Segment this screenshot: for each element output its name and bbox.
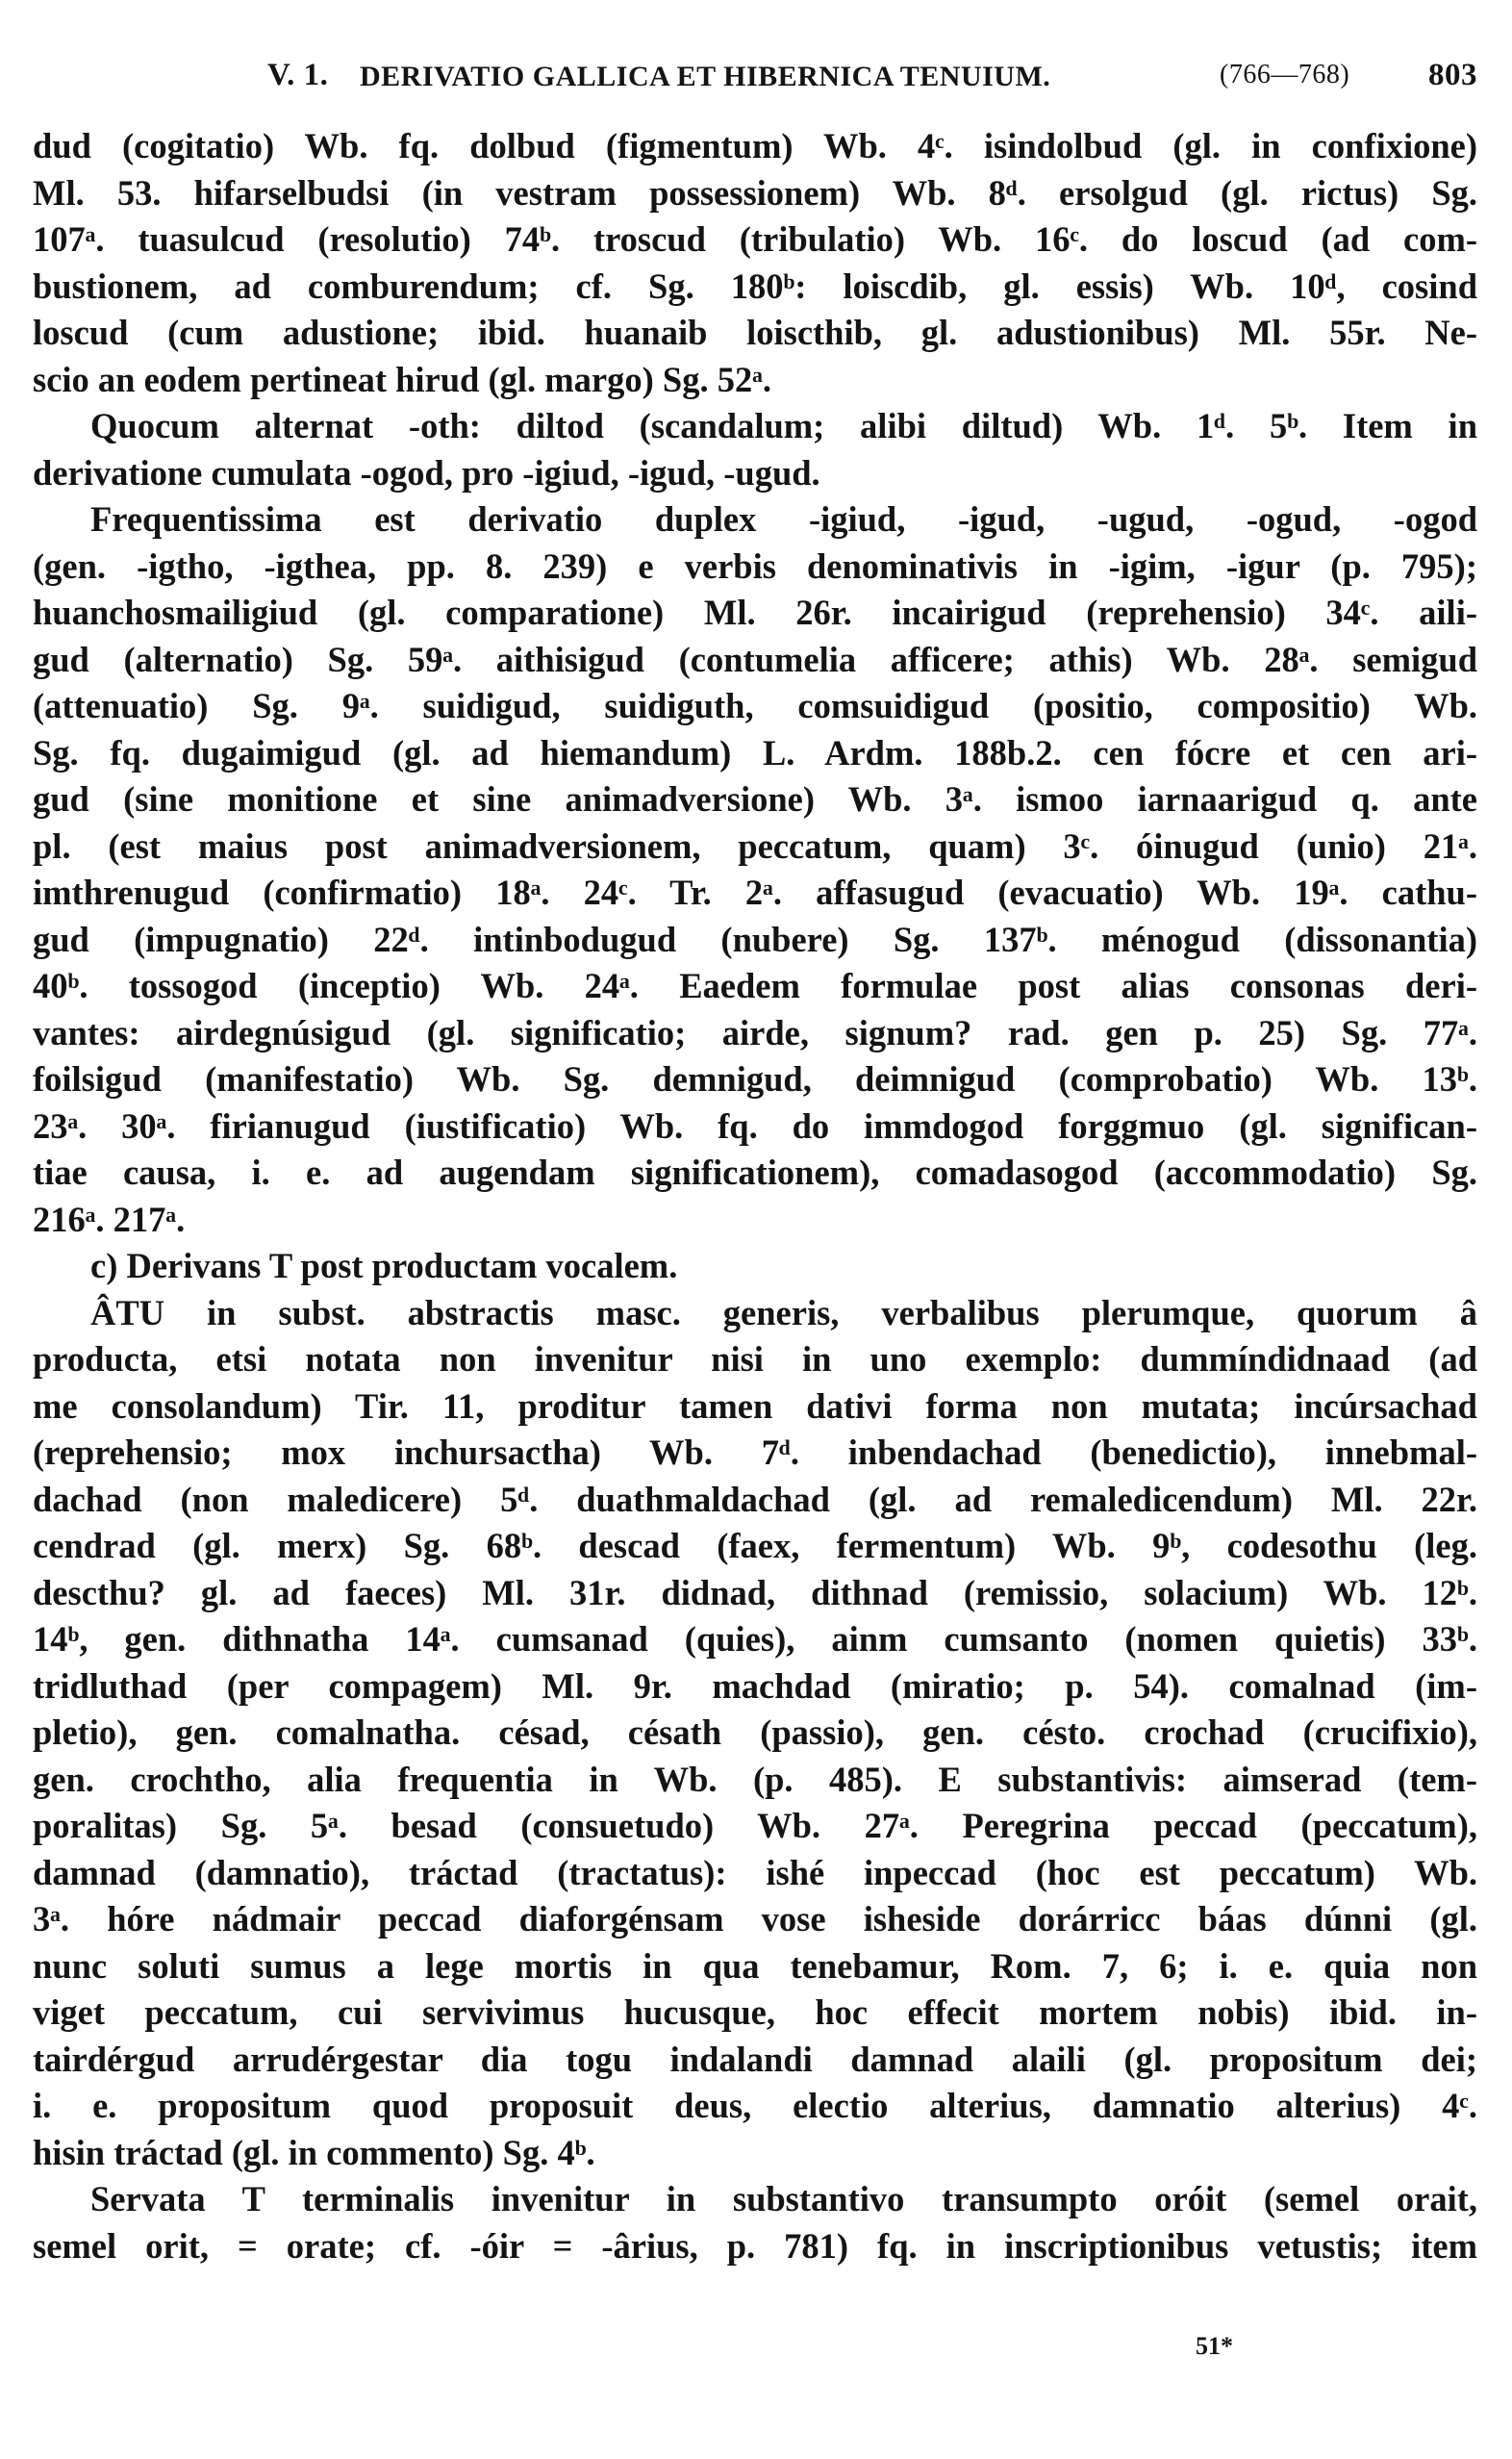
text-line: scio an eodem pertineat hirud (gl. margo) Sg. 52ᵃ.	[33, 359, 771, 399]
text-line: damnad (damnatio), tráctad (tractatus): ishé inpeccad (hoc est peccatum) Wb.	[33, 1852, 1477, 1892]
text-line: tridluthad (per compagem) Ml. 9r. machdad (miratio; p. 54). comalnad (im-	[33, 1665, 1477, 1706]
text-line: 216ᵃ. 217ᵃ.	[33, 1199, 186, 1239]
text-line: derivatione cumulata -ogod, pro -igiud, -igud, -ugud.	[33, 452, 820, 493]
text-line: 40ᵇ. tossogod (inceptio) Wb. 24ᵃ. Eaedem formulae post alias consonas deri-	[33, 966, 1477, 1005]
text-line: tiae causa, i. e. ad augendam significationem), comadasogod (accommodatio) Sg.	[33, 1153, 1477, 1192]
text-line: imthrenugud (confirmatio) 18ᵃ. 24ᶜ. Tr. 2ᵃ. affasugud (evacuatio) Wb. 19ᵃ. cathu-	[33, 873, 1477, 912]
text-line: 3ᵃ. hóre nádmair peccad diaforgénsam vose isheside dorárricc báas dúnni (gl.	[33, 1899, 1477, 1939]
text-line: 23ᵃ. 30ᵃ. firianugud (iustificatio) Wb. fq. do immdogod forggmuo (gl. significan-	[33, 1105, 1477, 1146]
text-line: me consolandum) Tir. 11, proditur tamen dativi forma non mutata; incúrsachad	[33, 1385, 1477, 1426]
text-line: ÂTU in subst. abstractis masc. generis, verbalibus plerumque, quorum â	[90, 1292, 1477, 1332]
signature-mark: 51*	[1196, 2332, 1233, 2360]
text-line: 14ᵇ, gen. dithnatha 14ᵃ. cumsanad (quies), ainm cumsanto (nomen quietis) 33ᵇ.	[33, 1619, 1477, 1659]
body-text	[33, 123, 1477, 2269]
text-line: producta, etsi notata non invenitur nisi in uno exemplo: dummíndidnaad (ad	[33, 1339, 1477, 1379]
text-line: nunc soluti sumus a lege mortis in qua tenebamur, Rom. 7, 6; i. e. quia non	[33, 1945, 1477, 1986]
text-line: poralitas) Sg. 5ᵃ. besad (consuetudo) Wb. 27ᵃ. Peregrina peccad (peccatum),	[33, 1806, 1477, 1845]
text-line: Servata T terminalis invenitur in substantivo transumpto oróit (semel orait,	[90, 2179, 1477, 2218]
text-line: 107ᵃ. tuasulcud (resolutio) 74ᵇ. troscud (tribulatio) Wb. 16ᶜ. do loscud (ad com-	[33, 219, 1477, 259]
text-line: Quocum alternat -oth: diltod (scandalum; alibi diltud) Wb. 1ᵈ. 5ᵇ. Item in	[90, 406, 1477, 445]
page-number: 803	[1428, 58, 1477, 92]
text-line: huanchosmailigiud (gl. comparatione) Ml. 26r. incairigud (reprehensio) 34ᶜ. aili-	[33, 593, 1477, 632]
text-line: bustionem, ad comburendum; cf. Sg. 180ᵇ: loiscdib, gl. essis) Wb. 10ᵈ, cosind	[33, 266, 1477, 306]
text-line: Ml. 53. hifarselbudsi (in vestram possessionem) Wb. 8ᵈ. ersolgud (gl. rictus) Sg.	[33, 172, 1477, 213]
text-line: pl. (est maius post animadversionem, peccatum, quam) 3ᶜ. óinugud (unio) 21ᵃ.	[33, 825, 1477, 866]
text-line: Sg. fq. dugaimigud (gl. ad hiemandum) L. Ardm. 188b.2. cen fócre et cen ari-	[33, 732, 1477, 773]
running-head	[33, 58, 1477, 110]
text-line: descthu? gl. ad faeces) Ml. 31r. didnad, dithnad (remissio, solacium) Wb. 12ᵇ.	[33, 1572, 1477, 1612]
text-line: (attenuatio) Sg. 9ᵃ. suidigud, suidiguth, comsuidigud (positio, compositio) Wb.	[33, 686, 1477, 725]
text-line: semel orit, = orate; cf. -óir = -ârius, p. 781) fq. in inscriptionibus vetustis; item	[33, 2225, 1477, 2266]
text-line: tairdérgud arrudérgestar dia togu indalandi damnad alaili (gl. propositum dei;	[33, 2039, 1477, 2079]
text-line: (gen. -igtho, -igthea, pp. 8. 239) e verbis denominativis in -igim, -igur (p. 795);	[33, 545, 1477, 586]
text-line: dud (cogitatio) Wb. fq. dolbud (figmentum) Wb. 4ᶜ. isindolbud (gl. in confixione)	[33, 126, 1477, 165]
page	[33, 58, 1477, 2269]
text-line: pletio), gen. comalnatha. césad, césath (passio), gen. césto. crochad (crucifixio),	[33, 1712, 1477, 1752]
text-line: c) Derivans T post productam vocalem.	[90, 1246, 678, 1285]
text-line: viget peccatum, cui servivimus hucusque, hoc effecit mortem nobis) ibid. in-	[33, 1992, 1477, 2032]
text-line: vantes: airdegnúsigud (gl. significatio; airde, signum? rad. gen p. 25) Sg. 77ᵃ.	[33, 1012, 1477, 1052]
section-number: V. 1.	[267, 58, 329, 92]
text-line: loscud (cum adustione; ibid. huanaib loiscthib, gl. adustionibus) Ml. 55r. Ne-	[33, 313, 1477, 352]
text-line: gen. crochtho, alia frequentia in Wb. (p. 485). E substantivis: aimserad (tem-	[33, 1759, 1477, 1799]
running-title: DERIVATIO GALLICA ET HIBERNICA TENUIUM.	[360, 61, 1051, 92]
text-line: cendrad (gl. merx) Sg. 68ᵇ. descad (faex, fermentum) Wb. 9ᵇ, codesothu (leg.	[33, 1526, 1477, 1565]
text-line: gud (sine monitione et sine animadversione) Wb. 3ᵃ. ismoo iarnaarigud q. ante	[33, 779, 1477, 819]
text-line: Frequentissima est derivatio duplex -igiud, -igud, -ugud, -ogud, -ogod	[90, 499, 1477, 539]
paragraph-range: (766—768)	[1220, 60, 1350, 89]
text-line: dachad (non maledicere) 5ᵈ. duathmaldachad (gl. ad remaledicendum) Ml. 22r.	[33, 1479, 1477, 1519]
text-line: gud (alternatio) Sg. 59ᵃ. aithisigud (contumelia afficere; athis) Wb. 28ᵃ. semigud	[33, 639, 1477, 679]
text-line: gud (impugnatio) 22ᵈ. intinbodugud (nubere) Sg. 137ᵇ. ménogud (dissonantia)	[33, 919, 1477, 959]
text-line: hisin tráctad (gl. in commento) Sg. 4ᵇ.	[33, 2132, 595, 2172]
text-line: i. e. propositum quod proposuit deus, electio alterius, damnatio alterius) 4ᶜ.	[33, 2086, 1477, 2125]
text-line: (reprehensio; mox inchursactha) Wb. 7ᵈ. inbendachad (benedictio), innebmal-	[33, 1432, 1477, 1472]
text-line: foilsigud (manifestatio) Wb. Sg. demnigud, deimnigud (comprobatio) Wb. 13ᵇ.	[33, 1059, 1477, 1099]
